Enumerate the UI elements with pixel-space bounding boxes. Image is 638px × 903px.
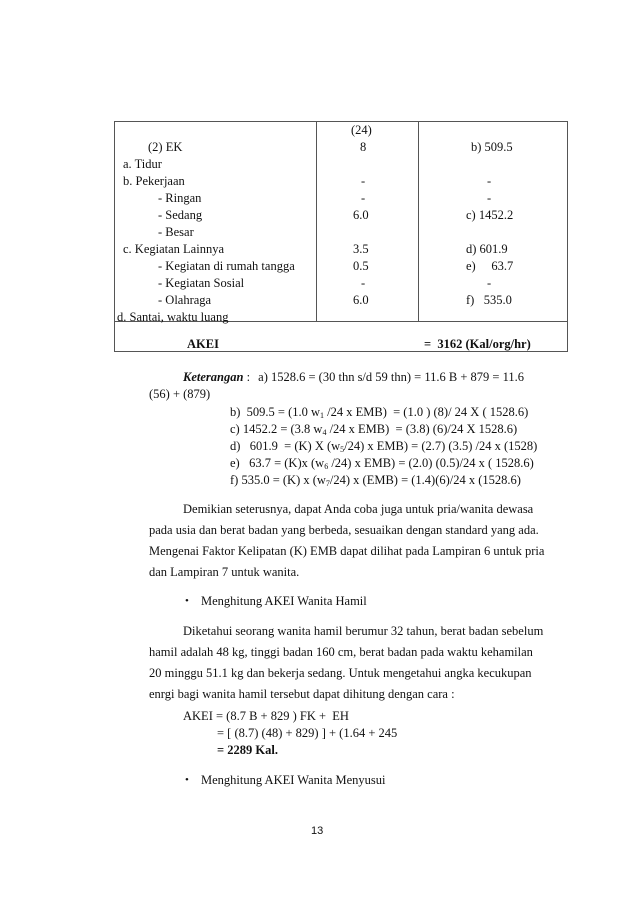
keterangan-line-e: e) 63.7 = (K)x ($w_6$ /24) x EMB) = (2.0) (0.5)/24 x ( 1528.6) xyxy=(230,456,534,471)
table-left-cell: - Kegiatan di rumah tangga xyxy=(158,259,295,273)
formula-line: = [ (8.7) (48) + 829) ] + (1.64 + 245 xyxy=(217,726,398,740)
keterangan-line-a2: (56) + (879) xyxy=(149,387,211,401)
table-left-cell: - Sedang xyxy=(158,208,203,222)
table-right-cell: c) 1452.2 xyxy=(466,208,514,222)
table-mid-cell: - xyxy=(361,276,366,290)
paragraph-2-line: Diketahui seorang wanita hamil berumur 32 tahun, berat badan sebelum xyxy=(183,624,544,638)
table-left-cell: (2) EK xyxy=(148,140,183,154)
bullet-heading-hamil: Menghitung AKEI Wanita Hamil xyxy=(201,594,367,608)
table-right-cell: - xyxy=(487,191,492,205)
table-left-cell: - Olahraga xyxy=(158,293,212,307)
table-divider-1 xyxy=(316,122,317,321)
bullet-dot: • xyxy=(185,595,189,607)
bullet-heading-menyusui: Menghitung AKEI Wanita Menyusui xyxy=(201,773,386,787)
paragraph-1-line: Mengenai Faktor Kelipatan (K) EMB dapat dilihat pada Lampiran 6 untuk pria xyxy=(149,544,545,558)
table-mid-cell: 6.0 xyxy=(353,293,369,307)
akei-label: AKEI xyxy=(187,337,219,351)
keterangan-a-text: a) 1528.6 = (30 thn s/d 59 thn) = 11.6 B + 879 = 11.6 xyxy=(258,370,524,384)
table-right-cell: d) 601.9 xyxy=(466,242,508,256)
paragraph-2-line: 20 minggu 51.1 kg dan bekerja sedang. Untuk mengetahui angka kecukupan xyxy=(149,666,532,680)
formula-line: AKEI = (8.7 B + 829 ) FK + EH xyxy=(183,709,349,723)
keterangan-line-b: b) 509.5 = (1.0 $w_1$ /24 x EMB) = (1.0 ) (8)/ 24 X ( 1528.6) xyxy=(230,405,529,420)
table-mid-cell: 8 xyxy=(360,140,367,154)
table-right-cell: e) 63.7 xyxy=(466,259,514,273)
paragraph-1-line: Demikian seterusnya, dapat Anda coba juga untuk pria/wanita dewasa xyxy=(183,502,534,516)
table-mid-cell: 0.5 xyxy=(353,259,369,273)
table-left-cell: a. Tidur xyxy=(123,157,162,171)
paragraph-1-line: pada usia dan berat badan yang berbeda, sesuaikan dengan standard yang ada. xyxy=(149,523,539,537)
paragraph-2-line: enrgi bagi wanita hamil tersebut dapat dihitung dengan cara : xyxy=(149,687,455,701)
keterangan-line-d: d) 601.9 = (K) X $(w_5/24)$ x EMB) = (2.7) (3.5) /24 x (1528) xyxy=(230,439,538,454)
keterangan-line-a xyxy=(183,371,524,384)
formula-result: = 2289 Kal. xyxy=(217,743,278,757)
paragraph-1-line: dan Lampiran 7 untuk wanita. xyxy=(149,565,300,579)
table-mid-cell: 6.0 xyxy=(353,208,369,222)
table-right-cell: - xyxy=(487,276,492,290)
keterangan-colon: : xyxy=(246,370,251,384)
keterangan-line-f: f) 535.0 = (K) x $(w_7/24)$ x (EMB) = (1.4)(6)/24 x (1528.6) xyxy=(230,473,521,488)
table-mid-cell: 3.5 xyxy=(353,242,369,256)
keterangan-label: Keterangan xyxy=(183,370,244,384)
table-right-cell: f) 535.0 xyxy=(466,293,512,307)
table-right-cell: b) 509.5 xyxy=(471,140,513,154)
keterangan-line-c: c) 1452.2 = (3.8 $w_4$ /24 x EMB) = (3.8) (6)/24 X 1528.6) xyxy=(230,422,518,437)
paragraph-2-line: hamil adalah 48 kg, tinggi badan 160 cm, berat badan pada waktu kehamilan xyxy=(149,645,533,659)
table-mid-cell: - xyxy=(361,174,366,188)
table-left-cell: d. Santai, waktu luang xyxy=(117,310,229,324)
table-left-cell: b. Pekerjaan xyxy=(123,174,185,188)
table-left-cell: - Ringan xyxy=(158,191,202,205)
table-left-cell: c. Kegiatan Lainnya xyxy=(123,242,224,256)
table-mid-cell: - xyxy=(361,191,366,205)
table-mid-cell: (24) xyxy=(351,123,372,137)
table-right-cell: - xyxy=(487,174,492,188)
table-left-cell: - Kegiatan Sosial xyxy=(158,276,245,290)
page-number: 13 xyxy=(311,825,324,837)
bullet-dot: • xyxy=(185,774,189,786)
table-left-cell: - Besar xyxy=(158,225,194,239)
akei-value: = 3162 (Kal/org/hr) xyxy=(424,337,531,351)
table-divider-2 xyxy=(418,122,419,321)
